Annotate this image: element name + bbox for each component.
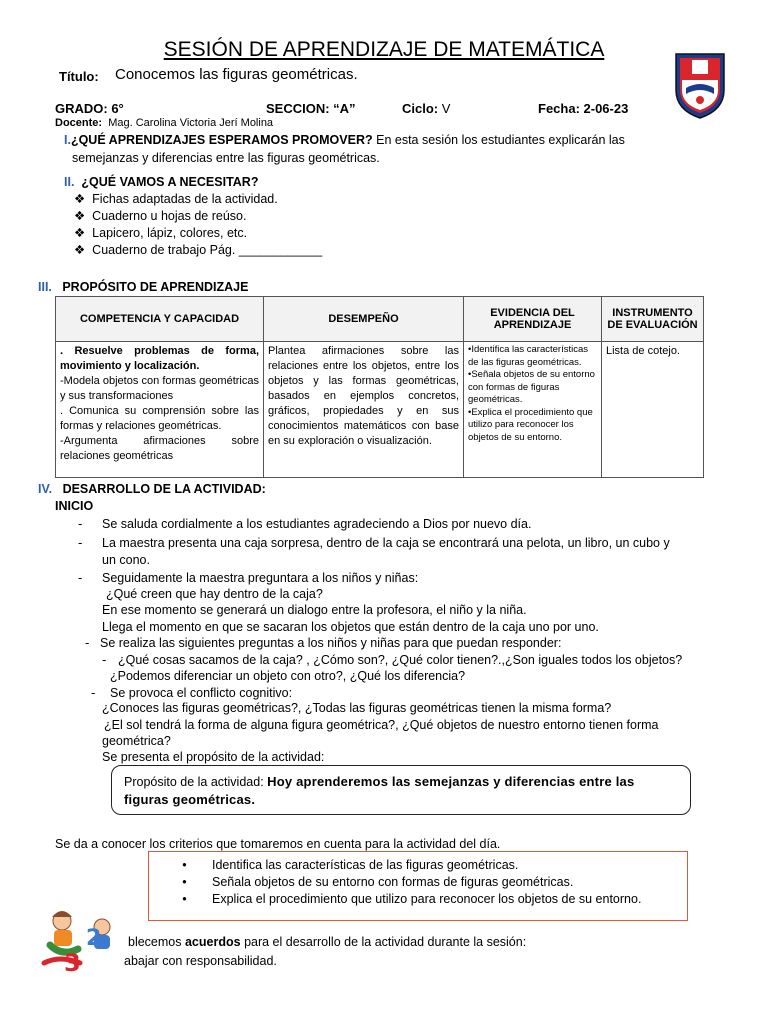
criteria-box [148,851,688,921]
children-illustration [40,905,130,975]
question: ¿El sol tendrá la forma de alguna figura geométrica?, ¿Qué objetos de nuestro entorno tienen forma [104,718,659,732]
desempeno-cell: Plantea afirmaciones sobre las relaciones entre los objetos, entre los objetos y las formas geométricas, basados en ejemplos concretos, gráficos, propiedades y en sus conocimientos matemáticos con base en su exploración o visualización. [264,342,464,478]
diamond-bullet-icon: ❖ [74,243,86,257]
section-2-title [64,174,258,191]
table-header: INSTRUMENTO DE EVALUACIÓN [602,297,704,342]
list-item: • Explica el procedimiento que utilizo para reconocer los objetos de su entorno. [157,891,679,908]
diamond-bullet-icon: ❖ [74,192,86,206]
section-2-heading: ¿QUÉ VAMOS A NECESITAR? [81,175,259,189]
bullet-icon: • [182,892,187,906]
seccion: SECCION: “A” [266,101,356,116]
paragraph: Se saluda cordialmente a los estudiantes agradeciendo a Dios por nuevo día. [102,517,532,531]
question: geométrica? [102,734,171,748]
paragraph: En ese momento se generará un dialogo entre la profesora, el niño y la niña. [102,603,527,617]
paragraph: ¿Qué creen que hay dentro de la caja? [106,587,323,601]
table-header: COMPETENCIA Y CAPACIDAD [56,297,264,342]
section-1-heading: ¿QUÉ APRENDIZAJES ESPERAMOS PROMOVER? [70,133,373,147]
list-item: ❖ Lapicero, lápiz, colores, etc. [74,226,248,240]
ciclo-value: V [441,101,451,116]
section-1 [64,132,704,149]
agreement-item: abajar con responsabilidad. [124,954,277,968]
docente-value: Mag. Carolina Victoria Jerí Molina [108,117,274,129]
section-4-title [38,481,266,498]
paragraph: La maestra presenta una caja sorpresa, dentro de la caja se encontrará una pelota, un libro, un cubo y [102,536,670,550]
list-item: ❖ Fichas adaptadas de la actividad. [74,192,278,206]
purpose-text: Hoy aprenderemos las semejanzas y diferencias entre las figuras geométricas. [124,774,635,807]
table-header-row [56,297,704,342]
diamond-bullet-icon: ❖ [74,209,86,223]
question: ¿Conoces las figuras geométricas?, ¿Todas las figuras geométricas tienen la misma forma? [102,701,612,715]
inicio-label: INICIO [55,499,94,513]
paragraph: un cono. [102,553,150,567]
evidencia-cell: •Identifica las características de las figuras geométricas. •Señala objetos de su entorno con formas de figuras geométricas. •Explica el procedimiento que utilizo para reconocer los objetos de su entorno. [464,342,602,478]
fecha: Fecha: 2-06-23 [538,101,629,116]
instrumento-cell: Lista de cotejo. [602,342,704,478]
section-2-num: II. [64,175,75,189]
purpose-label: Propósito de la actividad: [124,775,264,789]
list-item: • Señala objetos de su entorno con formas de figuras geométricas. [157,874,679,891]
school-emblem [672,50,728,120]
table-header: DESEMPEÑO [264,297,464,342]
diamond-bullet-icon: ❖ [74,226,86,240]
table-header: EVIDENCIA DEL APRENDIZAJE [464,297,602,342]
section-1-text-1: En esta sesión los estudiantes explicarán las [376,133,625,147]
agreements-intro: blecemos acuerdos para el desarrollo de la actividad durante la sesión: [128,935,527,949]
paragraph: Se realiza las siguientes preguntas a los niños y niñas para que puedan responder: [100,636,562,650]
list-item: ❖ Cuaderno de trabajo Pág. ____________ [74,243,323,257]
criteria-intro: Se da a conocer los criterios que tomaremos en cuenta para la actividad del día. [55,837,501,851]
section-3-heading: PROPÓSITO DE APRENDIZAJE [62,280,249,294]
paragraph: Se provoca el conflicto cognitivo: [110,686,293,700]
competencia-cell: . Resuelve problemas de forma, movimiento y localización. -Modela objetos con formas geométricas y sus transformaciones . Comunica su comprensión sobre las formas y relaciones geométricas. -Argumenta afirmaciones sobre relaciones geométricas [56,342,264,478]
page-title: SESIÓN DE APRENDIZAJE DE MATEMÁTICA [163,38,605,61]
paragraph: Seguidamente la maestra preguntara a los niños y niñas: [102,571,419,585]
section-1-num: I. [64,133,71,147]
list-item: ❖ Cuaderno u hojas de reúso. [74,209,247,223]
section-3-num: III. [38,280,52,294]
svg-text:3: 3 [64,949,81,975]
bullet-icon: • [182,858,187,872]
purpose-box [111,765,691,815]
materials-list [74,191,322,259]
question: ¿Podemos diferenciar un objeto con otro?, ¿Qué los diferencia? [110,669,466,683]
paragraph: Se presenta el propósito de la actividad: [102,750,325,764]
list-item: • Identifica las características de las figuras geométricas. [157,857,679,874]
question: ¿Qué cosas sacamos de la caja? , ¿Cómo son?, ¿Qué color tienen?.,¿Son iguales todos los objetos? [118,653,683,667]
titulo-label: Título: [59,69,99,84]
docente-label: Docente: [55,117,103,129]
section-1-text-2: semejanzas y diferencias entre las figuras geométricas. [72,151,380,165]
table-row [56,342,704,478]
grado: GRADO: 6° [55,101,124,116]
section-4-heading: DESARROLLO DE LA ACTIVIDAD: [62,482,266,496]
section-4-num: IV. [38,482,53,496]
bullet-icon: • [182,875,187,889]
titulo-value: Conocemos las figuras geométricas. [115,66,358,83]
section-3-title [38,279,248,296]
ciclo-label: Ciclo: [402,101,439,116]
paragraph: Llega el momento en que se sacaran los objetos que están dentro de la caja uno por uno. [102,620,599,634]
purpose-table [55,296,704,478]
svg-text:2: 2 [86,926,102,951]
